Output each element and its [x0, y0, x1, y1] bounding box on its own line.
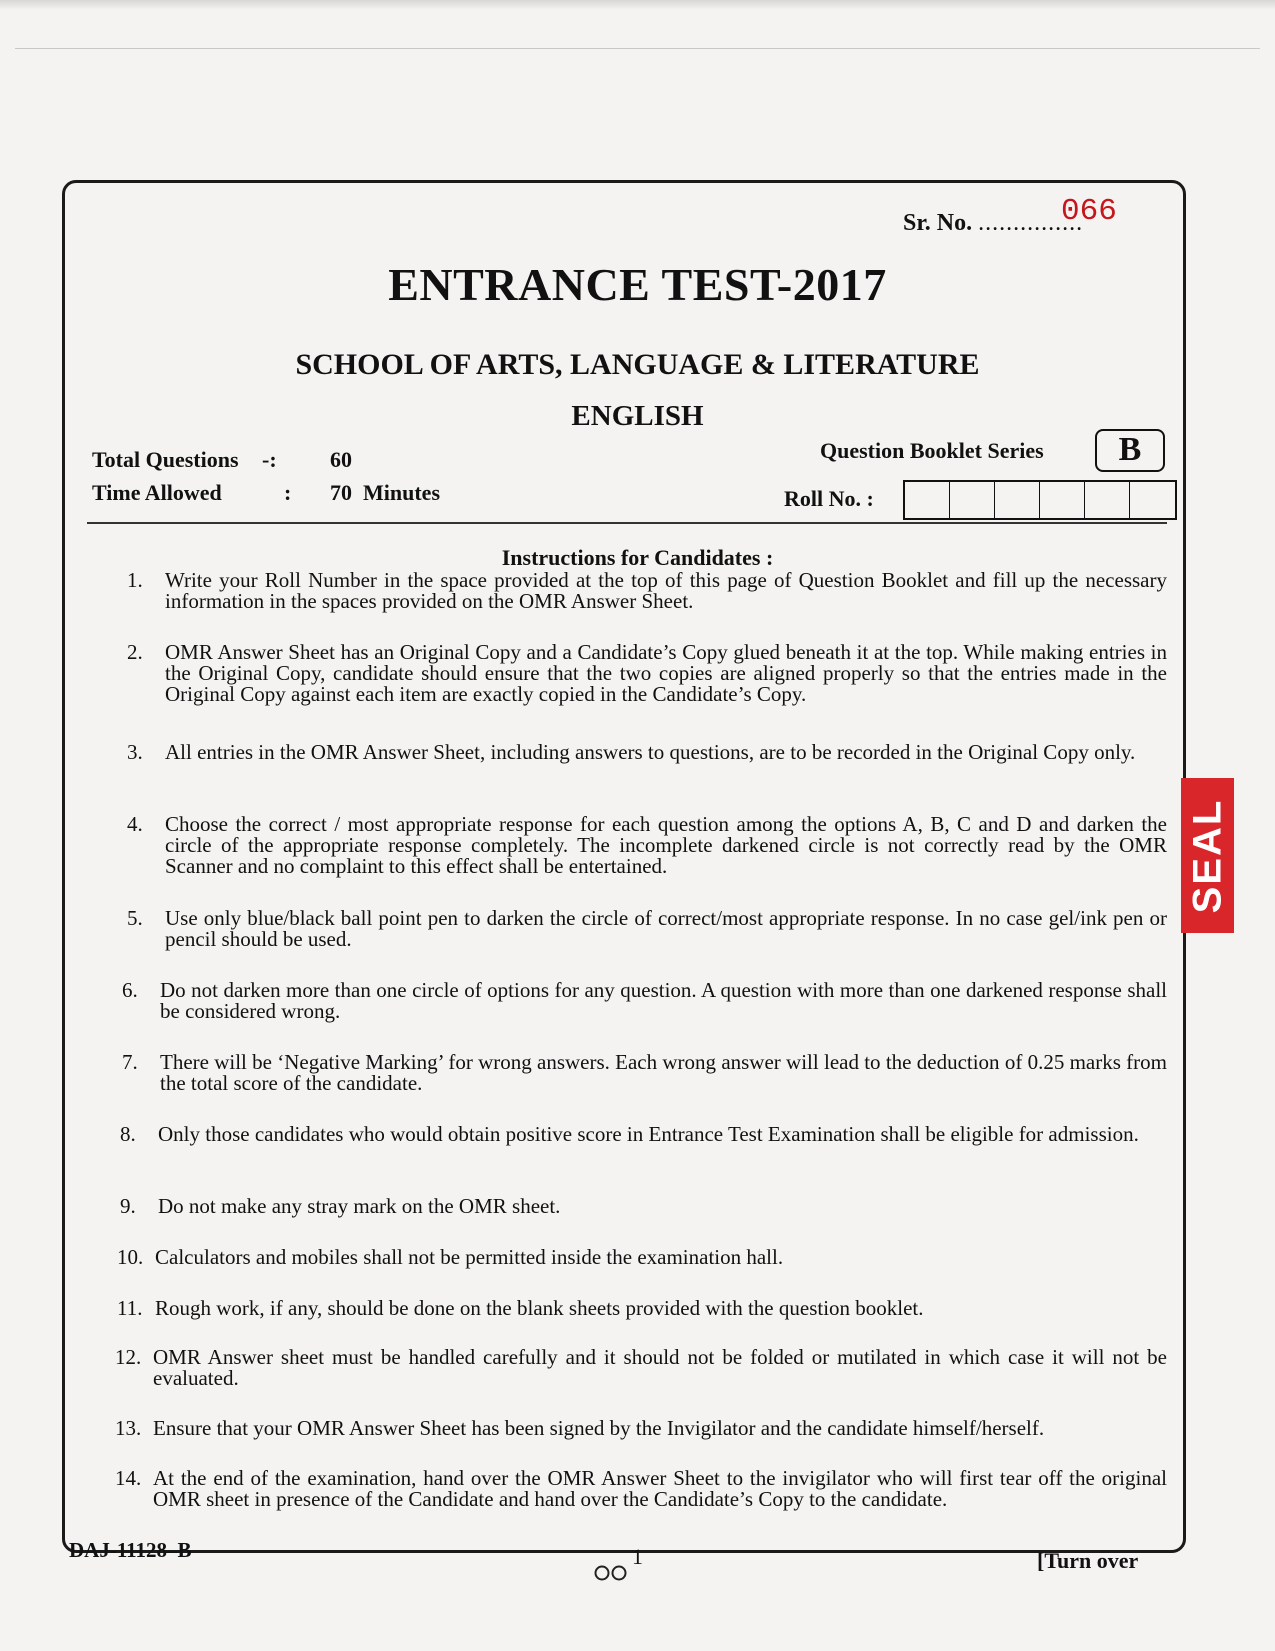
- subject-name: ENGLISH: [571, 400, 704, 432]
- total-questions-value: 60: [330, 447, 352, 472]
- roll-number-label: Roll No. :: [784, 486, 874, 511]
- booklet-series-label: Question Booklet Series: [820, 438, 1044, 463]
- instruction-text: OMR Answer sheet must be handled carefully and it should not be folded or mutilated in which case it will not be evaluated.: [153, 1345, 1167, 1390]
- instruction-number: 6.: [122, 978, 138, 1002]
- seal-text: SEAL: [1185, 798, 1229, 913]
- serial-number-label: Sr. No.: [903, 210, 973, 236]
- page-number: 1: [632, 1544, 643, 1569]
- instruction-number: 8.: [120, 1122, 136, 1146]
- booklet-series-value: B: [1095, 429, 1165, 472]
- instruction-number: 9.: [120, 1194, 136, 1218]
- instruction-number: 2.: [127, 640, 143, 664]
- total-questions-label: Total Questions: [92, 447, 239, 472]
- instruction-text: Write your Roll Number in the space provided at the top of this page of Question Booklet and fill up the necessary information in the spaces provided on the OMR Answer Sheet.: [165, 568, 1167, 613]
- school-name: SCHOOL OF ARTS, LANGUAGE & LITERATURE: [295, 348, 980, 381]
- instruction-text: Use only blue/black ball point pen to darken the circle of correct/most appropriate response. In no case gel/ink pen or pencil should be used.: [165, 906, 1167, 951]
- time-allowed-value: 70 Minutes: [330, 480, 440, 505]
- serial-number-dots: ...............: [978, 210, 1084, 236]
- page-title: ENTRANCE TEST-2017: [388, 259, 887, 310]
- instruction-text: Rough work, if any, should be done on the blank sheets provided with the question booklet.: [155, 1296, 924, 1320]
- instruction-text: Only those candidates who would obtain positive score in Entrance Test Examination shall be eligible for admission.: [158, 1122, 1139, 1146]
- instruction-number: 11.: [117, 1296, 143, 1320]
- roll-number-cell[interactable]: [1040, 482, 1085, 518]
- instruction-number: 1.: [127, 568, 143, 592]
- instruction-number: 14.: [115, 1466, 142, 1490]
- instruction-number: 12.: [115, 1345, 142, 1369]
- instruction-number: 3.: [127, 740, 143, 764]
- instruction-number: 13.: [115, 1416, 142, 1440]
- instruction-number: 10.: [117, 1245, 144, 1269]
- roll-number-cell[interactable]: [995, 482, 1040, 518]
- instruction-text: Ensure that your OMR Answer Sheet has been signed by the Invigilator and the candidate himself/herself.: [153, 1416, 1045, 1440]
- time-allowed-colon: :: [284, 480, 292, 505]
- instruction-text: Do not make any stray mark on the OMR sheet.: [158, 1194, 561, 1218]
- instruction-text: OMR Answer Sheet has an Original Copy and a Candidate’s Copy glued beneath it at the top. While making entries in the Original Copy, candidate should ensure that the two copies are aligned properly so that the entries made in the Original Copy against each item are exactly copied in the Candidate’s Copy.: [165, 640, 1167, 706]
- instruction-text: Calculators and mobiles shall not be permitted inside the examination hall.: [155, 1245, 784, 1269]
- instruction-text: Do not darken more than one circle of options for any question. A question with more than one darkened response shall be considered wrong.: [160, 978, 1167, 1023]
- serial-number-value: 066: [1061, 194, 1117, 229]
- binder-rings-icon: [592, 1563, 630, 1581]
- instruction-text: At the end of the examination, hand over the OMR Answer Sheet to the invigilator who will first tear off the original OMR sheet in presence of the Candidate and hand over the Candidate’s Copy to the candidate.: [153, 1466, 1167, 1511]
- roll-number-cell[interactable]: [1085, 482, 1130, 518]
- header-divider: [87, 522, 1167, 524]
- roll-number-cell[interactable]: [950, 482, 995, 518]
- roll-number-cell[interactable]: [905, 482, 950, 518]
- turn-over-note: [Turn over: [1037, 1548, 1139, 1573]
- time-allowed-label: Time Allowed: [92, 480, 222, 505]
- scan-edge: [0, 0, 1275, 10]
- instruction-text: Choose the correct / most appropriate response for each question among the options A, B, C and D and darken the circle of the appropriate response completely. The incomplete darkened circle is not correctly read by the OMR Scanner and no complaint to this effect shall be entertained.: [165, 812, 1167, 878]
- instruction-number: 4.: [127, 812, 143, 836]
- instruction-number: 5.: [127, 906, 143, 930]
- scan-line: [15, 48, 1260, 49]
- roll-number-cell[interactable]: [1130, 482, 1175, 518]
- booklet-code: DAJ-11128–B: [69, 1538, 192, 1562]
- instruction-text: There will be ‘Negative Marking’ for wrong answers. Each wrong answer will lead to the deduction of 0.25 marks from the total score of the candidate.: [160, 1050, 1167, 1095]
- serial-number: [903, 194, 1117, 237]
- instruction-number: 7.: [122, 1050, 138, 1074]
- instruction-text: All entries in the OMR Answer Sheet, including answers to questions, are to be recorded in the Original Copy only.: [165, 740, 1136, 764]
- total-questions-colon: -:: [262, 447, 277, 472]
- instructions-heading: Instructions for Candidates :: [501, 545, 774, 570]
- roll-number-grid[interactable]: [903, 480, 1177, 520]
- seal-label: [1181, 778, 1234, 933]
